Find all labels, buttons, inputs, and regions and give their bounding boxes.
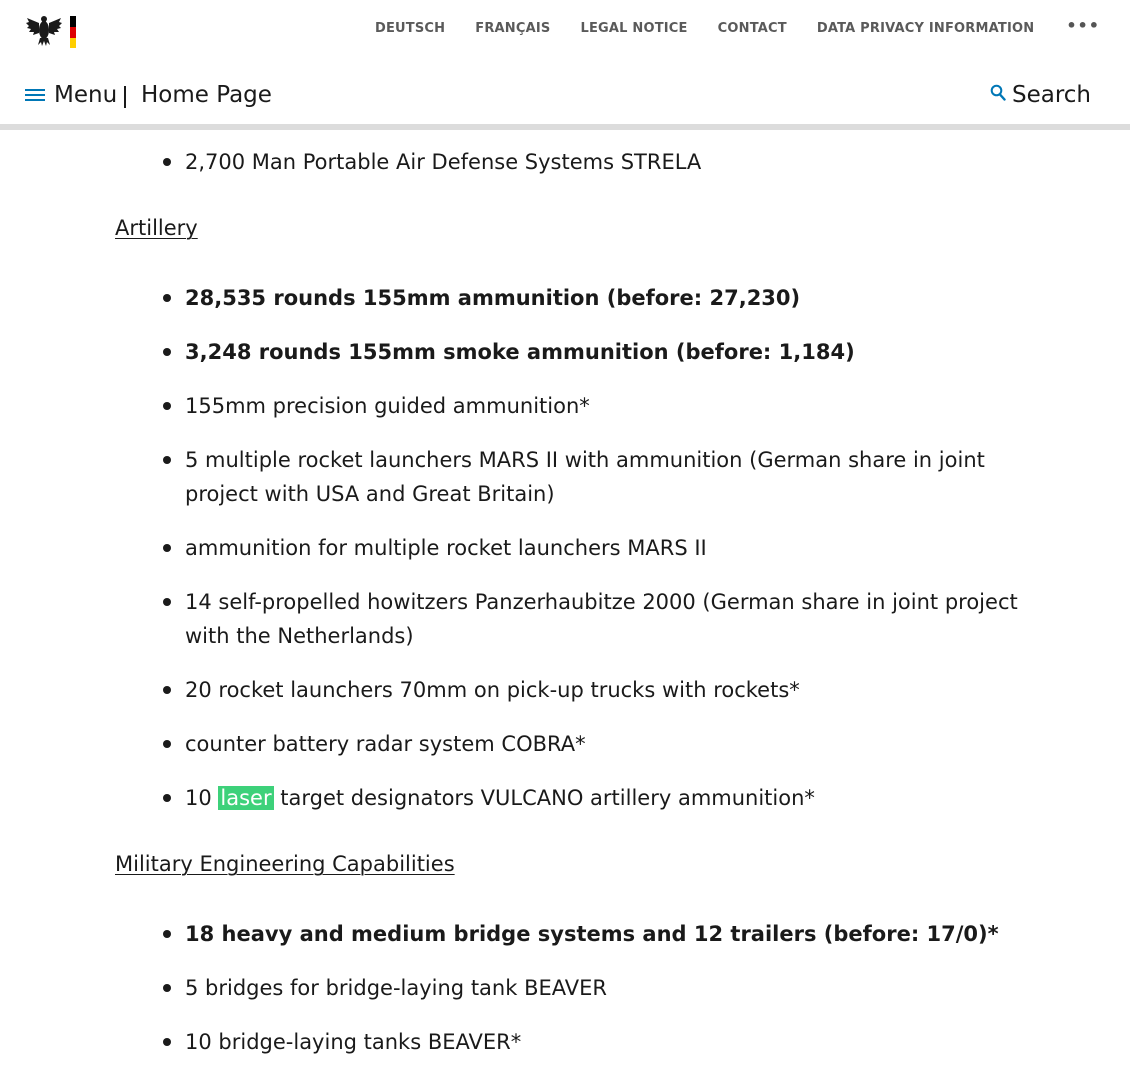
search-label: Search	[1011, 82, 1091, 108]
section-heading-engineering: Military Engineering Capabilities	[115, 852, 455, 876]
federal-eagle-logo[interactable]	[26, 14, 78, 50]
nav-divider	[124, 86, 126, 108]
home-page-link[interactable]: Home Page	[141, 82, 272, 108]
hamburger-icon	[25, 87, 45, 103]
list-item: 5 bridges for bridge-laying tank BEAVER	[185, 971, 1025, 1005]
list-item: 14 self-propelled howitzers Panzerhaubitze 2000 (German share in joint project with the Netherlands)	[185, 585, 1025, 653]
list-item: 155mm precision guided ammunition*	[185, 389, 1025, 423]
section-heading-artillery: Artillery	[115, 216, 198, 240]
list-item: 3,248 rounds 155mm smoke ammunition (before: 1,184)	[185, 335, 1025, 369]
list-item: ammunition for multiple rocket launchers MARS II	[185, 531, 1025, 565]
list-item: 5 multiple rocket launchers MARS II with ammunition (German share in joint project with USA and Great Britain)	[185, 443, 1025, 511]
list-item: 18 heavy and medium bridge systems and 12 trailers (before: 17/0)*	[185, 917, 1025, 951]
top-meta-bar	[0, 0, 1130, 62]
link-data-privacy[interactable]: DATA PRIVACY INFORMATION	[816, 21, 1035, 36]
search-button[interactable]	[990, 82, 1091, 108]
more-options-icon[interactable]: •••	[1066, 16, 1100, 35]
search-icon	[990, 84, 1006, 101]
link-deutsch[interactable]: DEUTSCH	[374, 21, 446, 36]
menu-button[interactable]	[25, 82, 117, 108]
list-item: 10 bridge-laying tanks BEAVER*	[185, 1025, 1025, 1059]
list-item: counter battery radar system COBRA*	[185, 727, 1025, 761]
list-item: 28,535 rounds 155mm ammunition (before: 27,230)	[185, 281, 1025, 315]
laser-item-prefix: 10	[185, 786, 219, 810]
language-and-legal-links	[345, 16, 1100, 38]
list-item: 2,700 Man Portable Air Defense Systems STRELA	[185, 145, 1025, 179]
laser-item-suffix: target designators VULCANO artillery ammunition*	[273, 786, 815, 810]
menu-label: Menu	[54, 82, 118, 108]
list-item-laser	[185, 781, 1025, 815]
link-legal-notice[interactable]: LEGAL NOTICE	[580, 21, 688, 36]
search-highlight: laser	[220, 786, 272, 810]
list-item: 20 rocket launchers 70mm on pick-up trucks with rockets*	[185, 673, 1025, 707]
link-contact[interactable]: CONTACT	[717, 21, 787, 36]
eagle-flag-icon	[26, 14, 78, 50]
main-navigation-bar	[0, 62, 1130, 130]
link-francais[interactable]: FRANÇAIS	[475, 21, 551, 36]
